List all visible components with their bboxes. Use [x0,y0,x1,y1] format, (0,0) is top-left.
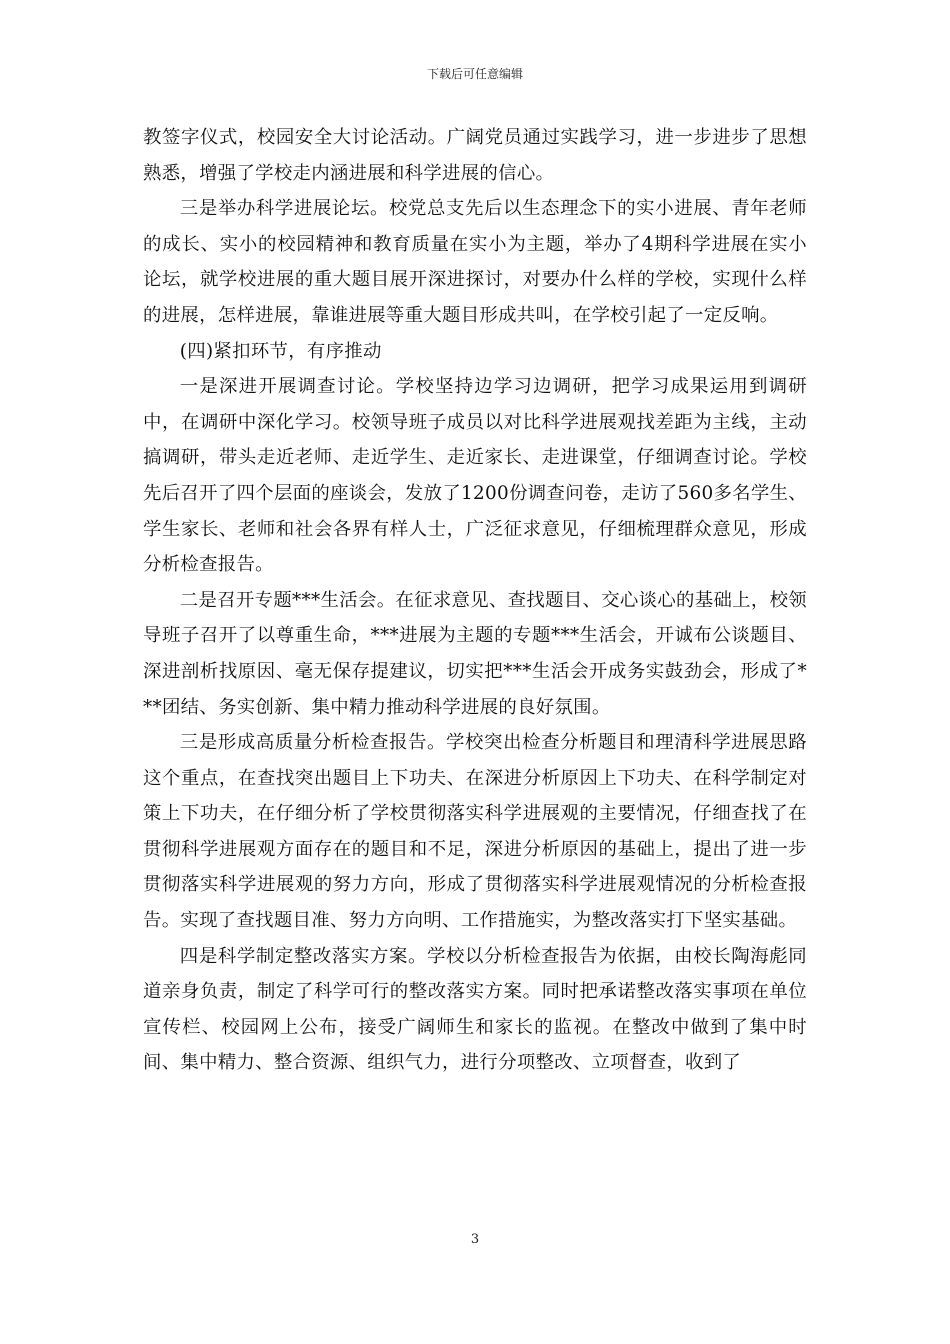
section-heading: (四)紧扣环节，有序推动 [179,340,382,362]
document-body [143,120,807,1081]
page-number: 3 [470,1232,480,1247]
paragraph-continued: 教签字仪式，校园安全大讨论活动。广阔党员通过实践学习，进一步进步了思想熟悉，增强了学校走内涵进展和科学进展的信心。 [143,127,807,184]
paragraph-rectification-plan: 四是科学制定整改落实方案。学校以分析检查报告为依据，由校长陶海彪同道亲身负责，制定了科学可行的整改落实方案。同时把承诺整改落实事项在单位宣传栏、校园网上公布，接受广阔师生和家长的监视。在整改中做到了集中时间、集中精力、整合资源、组织气力，进行分项整改、立项督查，收到了 [143,945,807,1074]
paragraph-analysis-report: 三是形成高质量分析检查报告。学校突出检查分析题目和理清科学进展思路这个重点，在查找突出题目上下功夫、在深进分析原因上下功夫、在科学制定对策上下功夫，在仔细分析了学校贯彻落实科学进展观的主要情况，仔细查找了在贯彻科学进展观方面存在的题目和不足，深进分析原因的基础上，提出了进一步贯彻落实科学进展观的努力方向，形成了贯彻落实科学进展观情况的分析检查报告。实现了查找题目准、努力方向明、工作措施实，为整改落实打下坚实基础。 [143,732,807,932]
paragraph-life-meeting: 二是召开专题***生活会。在征求意见、查找题目、交心谈心的基础上，校领导班子召开了以尊重生命，***进展为主题的专题***生活会，开诚布公谈题目、深进剖析找原因、毫无保存提建议，切实把***生活会开成务实鼓劲会，形成了***团结、务实创新、集中精力推动科学进展的良好氛围。 [143,589,807,718]
paragraph-investigation: 一是深进开展调查讨论。学校坚持边学习边调研，把学习成果运用到调研中，在调研中深化学习。校领导班子成员以对比科学进展观找差距为主线，主动搞调研，带头走近老师、走近学生、走近家长、走进课堂，仔细调查讨论。学校先后召开了四个层面的座谈会，发放了1200份调查问卷，走访了560多名学生、学生家长、老师和社会各界有样人士，广泛征求意见，仔细梳理群众意见，形成分析检查报告。 [143,376,807,576]
paragraph-science-forum: 三是举办科学进展论坛。校党总支先后以生态理念下的实小进展、青年老师的成长、实小的校园精神和教育质量在实小为主题，举办了4期科学进展在实小论坛，就学校进展的重大题目展开深进探讨，对要办什么样的学校，实现什么样的进展，怎样进展，靠谁进展等重大题目形成共叫，在学校引起了一定反响。 [143,198,807,326]
page-header: 下载后可任意编辑 [426,67,523,81]
